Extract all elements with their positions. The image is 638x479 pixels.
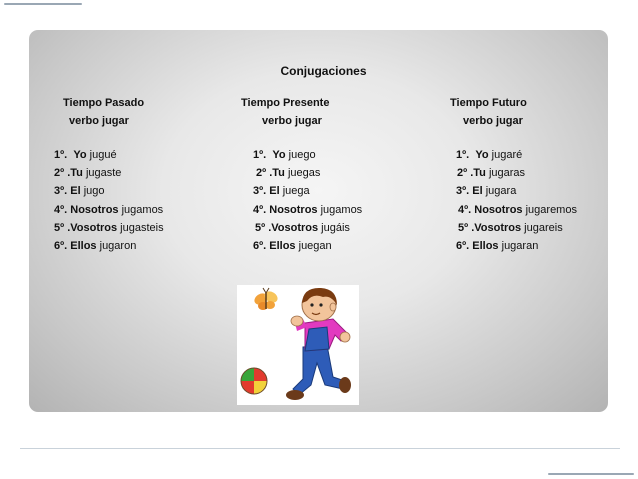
conjugation-list: [450, 146, 577, 255]
conjugation-row: [253, 182, 362, 200]
verb-form: jugaron: [99, 240, 137, 253]
ordinal: 5º .: [255, 221, 272, 234]
column-heading: Tiempo Futuro: [450, 97, 527, 109]
conjugation-row: [456, 146, 577, 164]
ordinal: 1º.: [456, 149, 470, 161]
conjugation-row: [54, 237, 164, 255]
verb-form: juegas: [287, 167, 321, 180]
verb-form: jugaremos: [525, 203, 577, 216]
butterfly-icon: [252, 288, 279, 310]
conjugation-row: [456, 201, 577, 219]
slide-title: Conjugaciones: [280, 64, 367, 78]
pronoun: Ellos: [269, 240, 296, 253]
verb-form: jugaran: [501, 240, 539, 253]
ordinal: 2º .: [256, 167, 273, 180]
verb-form: jugasteis: [120, 221, 164, 234]
verb-form: juega: [282, 185, 310, 198]
verb-form: jugaras: [488, 167, 526, 180]
pronoun: El: [472, 185, 483, 198]
ordinal: 6º.: [456, 240, 470, 253]
boy-playing-ball-icon: [237, 285, 359, 405]
pronoun: El: [269, 185, 280, 198]
column-subheading: verbo jugar: [463, 115, 523, 127]
conjugation-row: [54, 219, 164, 237]
corner-accent-top: [4, 3, 82, 5]
pronoun: Tu: [70, 167, 83, 180]
conjugation-list: [241, 146, 362, 255]
conjugation-row: [456, 164, 577, 182]
pronoun: Ellos: [70, 240, 97, 253]
pronoun: Nosotros: [474, 203, 523, 216]
bottom-divider: [20, 448, 620, 449]
ordinal: 4º.: [54, 203, 68, 216]
column-subheading: verbo jugar: [69, 115, 129, 127]
verb-form: jugaste: [85, 167, 122, 180]
column-pasado: [54, 94, 164, 255]
conjugation-row: [456, 219, 577, 237]
boy-figure: [286, 288, 351, 400]
conjugation-list: [54, 146, 164, 255]
ordinal: 1º.: [253, 149, 267, 161]
ordinal: 2º .: [54, 167, 71, 180]
column-heading: Tiempo Presente: [241, 97, 330, 109]
pronoun: Tu: [473, 167, 486, 180]
verb-form: juegan: [298, 240, 332, 253]
ordinal: 6º.: [253, 240, 267, 253]
verb-form: jugaré: [491, 149, 523, 161]
verb-form: jugamos: [320, 203, 363, 216]
ordinal: 4º.: [253, 203, 267, 216]
pronoun: Nosotros: [70, 203, 119, 216]
verb-form: jugamos: [121, 203, 164, 216]
ordinal: 1º.: [54, 149, 68, 161]
pronoun: Tu: [272, 167, 285, 180]
pronoun: Yo: [272, 149, 286, 161]
conjugation-row: [253, 201, 362, 219]
conjugation-row: [253, 219, 362, 237]
conjugation-row: [253, 237, 362, 255]
pronoun: Yo: [73, 149, 87, 161]
ordinal: 5º .: [458, 221, 475, 234]
conjugation-row: [456, 182, 577, 200]
column-subheading: verbo jugar: [262, 115, 322, 127]
pronoun: El: [70, 185, 81, 198]
conjugation-row: [54, 146, 164, 164]
verb-form: jugo: [83, 185, 105, 198]
pronoun: Ellos: [472, 240, 499, 253]
verb-form: jugara: [485, 185, 517, 198]
corner-accent-bottom: [548, 473, 634, 475]
conjugation-row: [253, 164, 362, 182]
pronoun: Vosotros: [271, 221, 319, 234]
conjugation-row: [253, 146, 362, 164]
pronoun: Vosotros: [474, 221, 522, 234]
pronoun: Vosotros: [70, 221, 118, 234]
column-futuro: [450, 94, 577, 255]
ordinal: 6º.: [54, 240, 68, 253]
ordinal: 3º.: [456, 185, 470, 198]
ordinal: 3º.: [253, 185, 267, 198]
column-heading: Tiempo Pasado: [63, 97, 145, 109]
ordinal: 2º .: [457, 167, 474, 180]
conjugation-row: [54, 201, 164, 219]
ball-icon: [241, 368, 267, 394]
conjugation-row: [54, 182, 164, 200]
ordinal: 4º.: [458, 203, 472, 216]
verb-form: jugué: [89, 149, 117, 161]
pronoun: Yo: [475, 149, 489, 161]
pronoun: Nosotros: [269, 203, 318, 216]
conjugation-row: [54, 164, 164, 182]
column-presente: [241, 94, 362, 255]
verb-form: juego: [288, 149, 316, 161]
ordinal: 3º.: [54, 185, 68, 198]
conjugation-row: [456, 237, 577, 255]
verb-form: jugareis: [524, 221, 563, 234]
ordinal: 5º .: [54, 221, 71, 234]
verb-form: jugáis: [321, 221, 350, 234]
